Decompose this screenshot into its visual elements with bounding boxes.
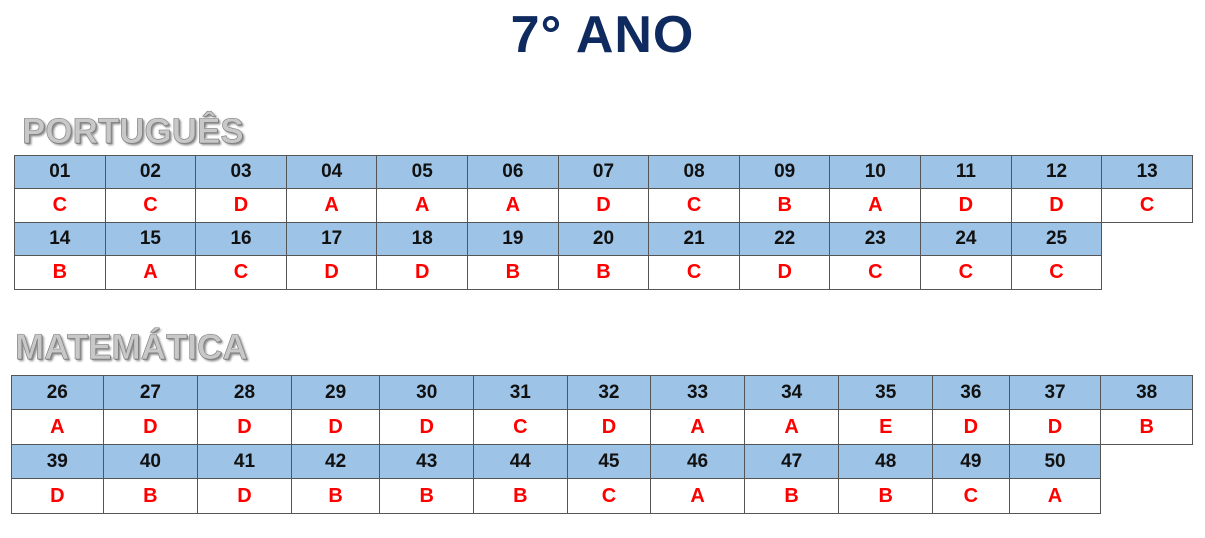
answer-cell: B [380,479,474,514]
answer-cell: D [933,410,1010,445]
question-number-cell: 01 [15,156,106,189]
answer-cell: A [1009,479,1101,514]
empty-cell [1101,445,1193,479]
answer-cell: C [474,410,568,445]
answer-cell: B [15,256,106,290]
page-title: 7° ANO [510,6,695,64]
question-number-cell: 43 [380,445,474,479]
question-number-cell: 17 [286,223,377,256]
answer-cell: A [744,410,839,445]
question-number-cell: 26 [12,376,104,410]
section-title-portugues: PORTUGUÊS [22,112,244,151]
question-number-cell: 11 [921,156,1012,189]
question-number-cell: 37 [1009,376,1101,410]
answer-cell: D [291,410,380,445]
question-number-cell: 15 [105,223,196,256]
answer-cell: D [1011,189,1102,223]
answer-grid-portugues [14,155,1193,290]
empty-cell [1102,256,1193,290]
question-number-cell: 09 [739,156,830,189]
empty-cell [1102,223,1193,256]
question-number-cell: 39 [12,445,104,479]
question-number-cell: 42 [291,445,380,479]
question-number-cell: 03 [196,156,287,189]
question-number-cell: 47 [744,445,839,479]
answer-cell: A [651,410,745,445]
answer-cell: B [839,479,933,514]
question-number-cell: 38 [1101,376,1193,410]
answer-row [12,479,1193,514]
question-number-cell: 07 [558,156,649,189]
answer-cell: C [933,479,1010,514]
question-number-cell: 41 [198,445,292,479]
question-number-cell: 32 [567,376,651,410]
question-number-cell: 44 [474,445,568,479]
answer-cell: A [830,189,921,223]
question-number-cell: 13 [1102,156,1193,189]
section-title-matematica: MATEMÁTICA [15,328,248,367]
answer-cell: D [1009,410,1101,445]
answer-cell: A [12,410,104,445]
answer-cell: C [1011,256,1102,290]
answer-cell: B [291,479,380,514]
question-number-cell: 29 [291,376,380,410]
question-number-cell: 49 [933,445,1010,479]
question-number-cell: 04 [286,156,377,189]
answer-cell: D [567,410,651,445]
answer-cell: B [744,479,839,514]
answer-cell: D [12,479,104,514]
answer-cell: D [921,189,1012,223]
answer-cell: D [196,189,287,223]
question-number-cell: 18 [377,223,468,256]
answer-cell: C [567,479,651,514]
answer-cell: D [286,256,377,290]
question-number-cell: 14 [15,223,106,256]
answer-cell: C [105,189,196,223]
question-number-cell: 23 [830,223,921,256]
answer-cell: C [649,256,740,290]
question-number-cell: 21 [649,223,740,256]
answer-cell: B [103,479,198,514]
answer-cell: D [558,189,649,223]
question-number-cell: 28 [198,376,292,410]
answer-cell: D [380,410,474,445]
question-number-cell: 33 [651,376,745,410]
answer-cell: C [649,189,740,223]
question-number-cell: 36 [933,376,1010,410]
answer-cell: A [651,479,745,514]
question-number-cell: 06 [468,156,559,189]
question-number-cell: 19 [468,223,559,256]
question-number-row [15,223,1193,256]
answer-cell: B [474,479,568,514]
answer-cell: B [739,189,830,223]
question-number-cell: 25 [1011,223,1102,256]
question-number-cell: 50 [1009,445,1101,479]
answer-row [15,256,1193,290]
question-number-cell: 10 [830,156,921,189]
question-number-cell: 34 [744,376,839,410]
question-number-cell: 12 [1011,156,1102,189]
answer-grid-matematica [11,375,1193,514]
answer-row [12,410,1193,445]
question-number-cell: 46 [651,445,745,479]
question-number-cell: 02 [105,156,196,189]
question-number-cell: 05 [377,156,468,189]
question-number-cell: 30 [380,376,474,410]
answer-cell: C [15,189,106,223]
question-number-cell: 48 [839,445,933,479]
answer-row [15,189,1193,223]
answer-cell: D [739,256,830,290]
answer-cell: C [196,256,287,290]
question-number-cell: 22 [739,223,830,256]
answer-cell: B [468,256,559,290]
empty-cell [1101,479,1193,514]
question-number-cell: 27 [103,376,198,410]
question-number-cell: 45 [567,445,651,479]
answer-cell: A [468,189,559,223]
answer-cell: D [377,256,468,290]
question-number-cell: 16 [196,223,287,256]
question-number-row [12,445,1193,479]
answer-cell: D [198,410,292,445]
question-number-cell: 20 [558,223,649,256]
answer-cell: D [103,410,198,445]
question-number-cell: 35 [839,376,933,410]
question-number-cell: 08 [649,156,740,189]
question-number-row [12,376,1193,410]
answer-cell: B [1101,410,1193,445]
answer-cell: C [921,256,1012,290]
answer-cell: A [105,256,196,290]
question-number-cell: 31 [474,376,568,410]
question-number-cell: 40 [103,445,198,479]
answer-cell: A [377,189,468,223]
answer-cell: D [198,479,292,514]
question-number-row [15,156,1193,189]
answer-cell: C [1102,189,1193,223]
answer-cell: A [286,189,377,223]
question-number-cell: 24 [921,223,1012,256]
answer-cell: C [830,256,921,290]
answer-cell: E [839,410,933,445]
answer-cell: B [558,256,649,290]
